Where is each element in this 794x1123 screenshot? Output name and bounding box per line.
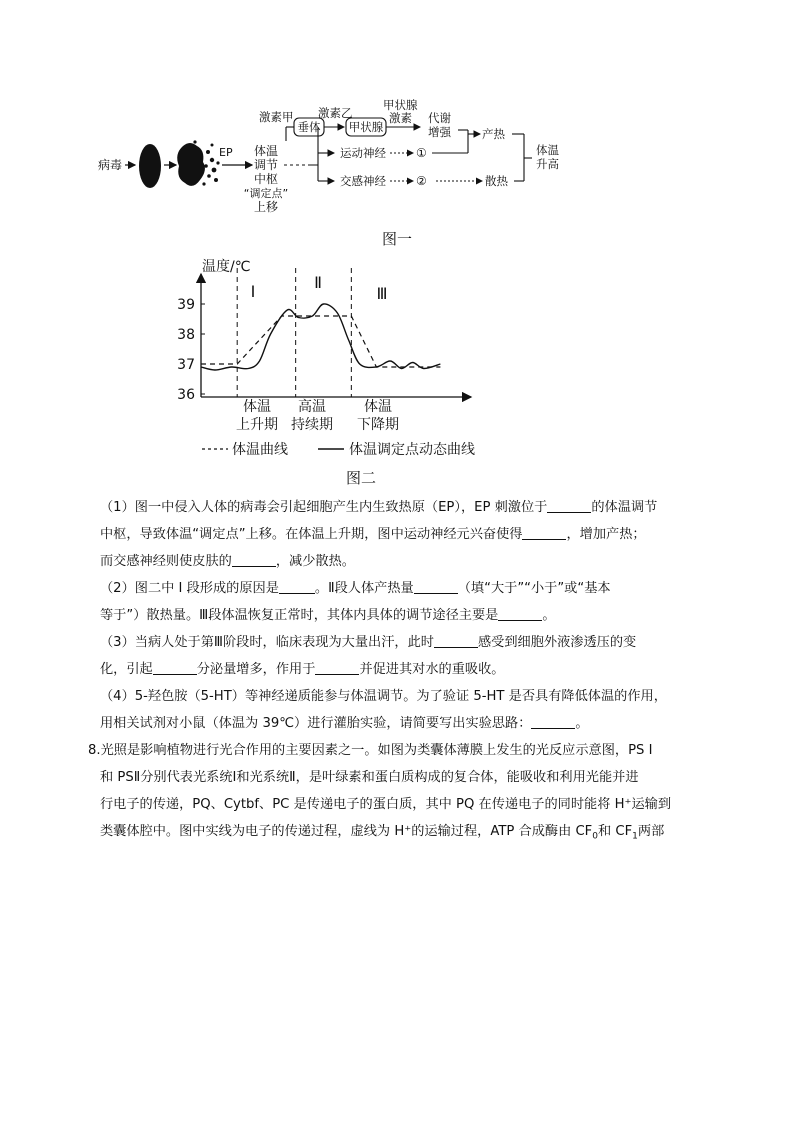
ep-releasing-cell-icon bbox=[177, 140, 219, 185]
mark-2: ② bbox=[416, 174, 427, 188]
q8-line-3: 行电子的传递，PQ、Cytbf、PC 是传递电子的蛋白质，其中 PQ 在传递电子的同时能将 H⁺运输到 bbox=[100, 797, 672, 812]
figure2-chart bbox=[0, 250, 794, 490]
hormone-b-label: 激素乙 bbox=[318, 106, 353, 120]
legend-dashed-label: 体温曲线 bbox=[232, 442, 288, 458]
thermoregulation-center bbox=[244, 143, 288, 214]
thyroid-label: 甲状腺 bbox=[348, 120, 384, 134]
legend-solid-label: 体温调定点动态曲线 bbox=[349, 442, 475, 458]
blank-9[interactable] bbox=[315, 660, 359, 675]
phase-1-name-1: 体温 bbox=[243, 399, 271, 415]
phase-2-name-1: 高温 bbox=[298, 399, 326, 415]
temp-rise-label-2: 升高 bbox=[536, 157, 559, 171]
q1-line-3: 而交感神经则使皮肤的 ，减少散热。 bbox=[100, 554, 355, 569]
figure1-caption: 图一 bbox=[381, 230, 412, 248]
center-line-5: 上移 bbox=[253, 200, 279, 214]
figure2-caption: 图二 bbox=[345, 469, 376, 487]
y-tick-label-39: 39 bbox=[177, 297, 195, 313]
phase-label-1: Ⅰ bbox=[250, 282, 256, 301]
blank-5[interactable] bbox=[414, 579, 458, 594]
q1-line-1: （1）图一中侵入人体的病毒会引起细胞产生内生致热原（EP），EP 刺激位于 的体温调节 bbox=[100, 500, 658, 515]
q8-line-2: 和 PSⅡ分别代表光系统Ⅰ和光系统Ⅱ，是叶绿素和蛋白质构成的复合体，能吸收和利用光能并进 bbox=[100, 770, 639, 785]
phase-names bbox=[236, 398, 399, 433]
figure1-diagram bbox=[0, 0, 794, 250]
y-axis-label: 温度/℃ bbox=[202, 259, 251, 275]
q3-line-2: 化，引起 分泌量增多，作用于 并促进其对水的重吸收。 bbox=[100, 662, 505, 677]
ep-label: EP bbox=[219, 146, 233, 159]
blank-6[interactable] bbox=[498, 606, 542, 621]
metabolism-label-2: 增强 bbox=[428, 125, 451, 139]
center-line-3: 中枢 bbox=[253, 172, 279, 186]
phase-label-3: Ⅲ bbox=[376, 284, 388, 303]
thyroid-hormone-label-2: 激素 bbox=[389, 111, 412, 125]
blank-10[interactable] bbox=[531, 714, 575, 729]
infected-cell-icon bbox=[139, 144, 161, 188]
q4-line-1: （4）5-羟色胺（5-HT）等神经递质能参与体温调节。为了验证 5-HT 是否具有降低体温的作用， bbox=[100, 689, 667, 704]
q1-line-2: 中枢，导致体温“调定点”上移。在体温上升期，图中运动神经元兴奋使得 ，增加产热； bbox=[100, 527, 646, 542]
motor-nerve-label: 运动神经 bbox=[340, 146, 386, 160]
pituitary-label: 垂体 bbox=[297, 120, 321, 134]
q4-line-2: 用相关试剂对小鼠（体温为 39℃）进行灌胎实验，请简要写出实验思路： 。 bbox=[100, 716, 589, 731]
blank-7[interactable] bbox=[434, 633, 478, 648]
mark-1: ① bbox=[416, 146, 427, 160]
blank-3[interactable] bbox=[232, 552, 276, 567]
hormone-a-label: 激素甲 bbox=[259, 110, 294, 124]
blank-4[interactable] bbox=[279, 579, 315, 594]
y-tick-label-37: 37 bbox=[177, 357, 195, 373]
blank-1[interactable] bbox=[547, 498, 591, 513]
center-line-1: 体温 bbox=[253, 144, 279, 158]
center-line-4: “调定点” bbox=[243, 187, 289, 200]
heat-production-label: 产热 bbox=[482, 127, 505, 141]
blank-8[interactable] bbox=[153, 660, 197, 675]
sympathetic-nerve-label: 交感神经 bbox=[340, 174, 386, 188]
temp-rise-label-1: 体温 bbox=[536, 143, 559, 157]
virus-label: 病毒 bbox=[98, 158, 123, 172]
phase-2-name-2: 持续期 bbox=[291, 417, 333, 433]
phase-3-name-2: 下降期 bbox=[357, 417, 399, 433]
heat-loss-label: 散热 bbox=[485, 174, 508, 188]
blank-2[interactable] bbox=[522, 525, 566, 540]
metabolism-label-1: 代谢 bbox=[428, 111, 451, 125]
legend bbox=[202, 441, 475, 458]
phase-1-name-2: 上升期 bbox=[236, 417, 278, 433]
thyroid-hormone-label-1: 甲状腺 bbox=[383, 98, 418, 112]
q3-line-1: （3）当病人处于第Ⅲ阶段时，临床表现为大量出汗，此时 感受到细胞外液渗透压的变 bbox=[100, 635, 637, 650]
q8-line-1: 8.光照是影响植物进行光合作用的主要因素之一。如图为类囊体薄膜上发生的光反应示意图，PS I bbox=[88, 743, 653, 758]
phase-label-2: Ⅱ bbox=[314, 273, 322, 292]
phase-3-name-1: 体温 bbox=[364, 399, 392, 415]
q8-line-4: 类囊体腔中。图中实线为电子的传递过程，虚线为 H⁺的运输过程，ATP 合成酶由 $CF_0$和 $CF_1$两部 bbox=[100, 824, 665, 842]
question-text bbox=[88, 494, 700, 851]
q2-line-2: 等于”）散热量。Ⅲ段体温恢复正常时，其体内具体的调节途径主要是 。 bbox=[100, 608, 556, 623]
y-tick-label-38: 38 bbox=[177, 327, 195, 343]
q2-line-1: （2）图二中 I 段形成的原因是 。Ⅱ段人体产热量 （填“大于”“小于”或“基本 bbox=[100, 581, 611, 596]
center-line-2: 调节 bbox=[253, 158, 279, 172]
y-tick-label-36: 36 bbox=[177, 387, 195, 403]
